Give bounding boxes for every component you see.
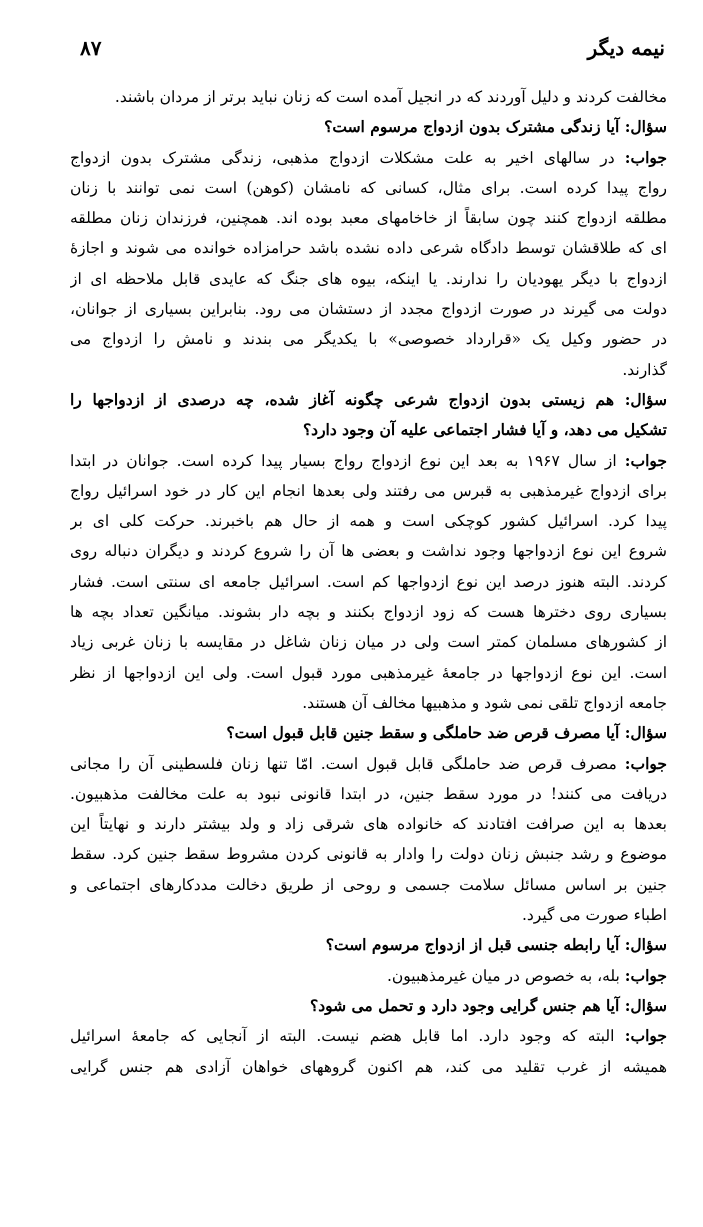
page-body bbox=[70, 82, 667, 1082]
text-line bbox=[70, 779, 667, 809]
text-line bbox=[70, 294, 667, 324]
line-text: مخالفت کردند و دلیل آوردند که در انجیل آمده است که زنان نباید برتر از مردان باشند. bbox=[114, 88, 667, 106]
text-line bbox=[70, 446, 667, 476]
line-text: اطباء صورت می گیرد. bbox=[521, 906, 667, 925]
text-line bbox=[70, 961, 667, 991]
text-line bbox=[70, 324, 667, 354]
line-text: آیا زندگی مشترک بدون ازدواج مرسوم است؟ bbox=[324, 117, 625, 137]
line-text: پیدا کرد. اسرائیل کشور کوچکی است و همه از حال هم باخبرند. حرکت کلی ای بر bbox=[70, 512, 667, 531]
text-line bbox=[70, 991, 667, 1021]
text-line bbox=[70, 749, 667, 779]
line-text: بعدها به این صرافت افتادند که خانواده های شرقی زاد و ولد بیشتر دارند و نهایتاً این bbox=[70, 815, 667, 834]
question-label: سؤال: bbox=[624, 995, 667, 1015]
line-text: ای که طلاقشان توسط دادگاه شرعی داده نشده باشد حرامزاده خوانده می شوند و اجازهٔ bbox=[70, 239, 667, 258]
text-line bbox=[70, 658, 667, 688]
text-line bbox=[70, 112, 667, 142]
text-line bbox=[70, 718, 667, 748]
line-text: از کشورهای مسلمان کمتر است ولی در میان زنان شاغل در مقایسه با زنان غربی زیاد bbox=[70, 633, 667, 652]
line-text: برای ازدواج غیرمذهبی به قبرس می رفتند ولی بعدها انجام این کار در خود اسرائیل رواج bbox=[70, 481, 667, 500]
question-label: سؤال: bbox=[624, 723, 667, 743]
text-line bbox=[70, 203, 667, 233]
line-text: بله، به خصوص در میان غیرمذهبیون. bbox=[386, 966, 625, 985]
text-line bbox=[70, 900, 667, 930]
answer-label: جواب: bbox=[624, 1026, 667, 1046]
line-text: دولت می گیرند در صورت ازدواج مجدد از دستشان می رود. بنابراین بسیاری از جوانان، bbox=[70, 300, 667, 319]
answer-label: جواب: bbox=[624, 450, 667, 470]
text-line bbox=[70, 476, 667, 506]
text-line bbox=[70, 839, 667, 869]
line-text: آیا رابطه جنسی قبل از ازدواج مرسوم است؟ bbox=[325, 935, 625, 955]
text-line bbox=[70, 415, 667, 445]
line-text: رواج پیدا کرده است. برای مثال، کسانی که نامشان (کوهن) است نمی توانند با زنان bbox=[70, 178, 667, 197]
answer-label: جواب: bbox=[624, 753, 667, 773]
text-line bbox=[70, 627, 667, 657]
line-text: مصرف قرص ضد حاملگی قابل قبول است. امّا تنها زنان فلسطینی آن را مجانی bbox=[70, 754, 625, 773]
line-text: از سال ۱۹۶۷ به بعد این نوع ازدواج رواج بسیار پیدا کرده است. جوانان در ابتدا bbox=[70, 451, 625, 470]
text-line bbox=[70, 567, 667, 597]
text-line bbox=[70, 506, 667, 536]
line-text: است. این نوع ازدواجها در جامعهٔ غیرمذهبی مورد قبول است. ولی این ازدواجها از نظر bbox=[70, 663, 667, 682]
text-line bbox=[70, 173, 667, 203]
text-line bbox=[70, 930, 667, 960]
line-text: هم زیستی بدون ازدواج شرعی چگونه آغاز شده، چه درصدی از ازدواجها را bbox=[70, 389, 625, 409]
line-text: تشکیل می دهد، و آیا فشار اجتماعی علیه آن وجود دارد؟ bbox=[302, 420, 667, 440]
line-text: ازدواج با دیگر یهودیان را ندارند. یا اینکه، بیوه های جنگ که عایدی قابل ملاحظه ای از bbox=[70, 269, 667, 288]
text-line bbox=[70, 82, 667, 112]
line-text: کردند. البته هنوز درصد این نوع ازدواجها کم است. اسرائیل جامعه ای سنتی است. فشار bbox=[70, 572, 667, 591]
text-line bbox=[70, 870, 667, 900]
text-line bbox=[70, 597, 667, 627]
question-label: سؤال: bbox=[624, 935, 667, 955]
text-line bbox=[70, 1052, 667, 1082]
line-text: آیا هم جنس گرایی وجود دارد و تحمل می شود؟ bbox=[309, 995, 625, 1015]
text-line bbox=[70, 1021, 667, 1051]
question-label: سؤال: bbox=[624, 389, 667, 409]
page-header bbox=[80, 36, 665, 66]
page-number: ۸۷ bbox=[80, 36, 102, 60]
text-line bbox=[70, 536, 667, 566]
line-text: جامعه ازدواج تلقی نمی شود و مذهبیها مخالف آن هستند. bbox=[302, 693, 667, 712]
answer-label: جواب: bbox=[624, 147, 667, 167]
text-line bbox=[70, 385, 667, 415]
line-text: آیا مصرف قرص ضد حاملگی و سقط جنین قابل قبول است؟ bbox=[226, 723, 625, 743]
line-text: جنین بر اساس مسائل سلامت جسمی و روحی از طریق دخالت مددکارهای اجتماعی و bbox=[70, 875, 667, 894]
line-text: البته که وجود دارد. اما قابل هضم نیست. البته از آنجایی که جامعهٔ اسرائیل bbox=[70, 1027, 625, 1046]
line-text: موضوع و رشد جنبش زنان دولت را وادار به قانونی کردن مشروط سقط جنین کرد. سقط bbox=[70, 845, 667, 864]
running-title: نیمه دیگر bbox=[587, 36, 665, 60]
line-text: شروع این نوع ازدواجها وجود نداشت و بعضی ها آن را شروع کردند و دیگران دنباله روی bbox=[70, 542, 667, 561]
question-label: سؤال: bbox=[624, 117, 667, 137]
line-text: دریافت می کنند! در مورد سقط جنین، در ابتدا قانونی نبود به علت مخالفت مذهبیون. bbox=[70, 784, 667, 803]
line-text: در سالهای اخیر به علت مشکلات ازدواج مذهبی، زندگی مشترک بدون ازدواج bbox=[70, 148, 625, 167]
line-text: بسیاری روی دخترها هست که زود ازدواج بکنند و بچه دار بشوند. میانگین تعداد بچه ها bbox=[70, 603, 667, 622]
text-line bbox=[70, 233, 667, 263]
text-line bbox=[70, 355, 667, 385]
text-line bbox=[70, 809, 667, 839]
text-line bbox=[70, 688, 667, 718]
line-text: مطلقه ازدواج کنند چون سابقاً از خاخامهای معبد بوده اند. همچنین، فرزندان زنان مطلقه bbox=[70, 209, 667, 228]
line-text: همیشه از غرب تقلید می کند، هم اکنون گروههای خواهان آزادی هم جنس گرایی bbox=[70, 1057, 667, 1076]
text-line bbox=[70, 264, 667, 294]
line-text: گذارند. bbox=[622, 360, 667, 379]
text-line bbox=[70, 143, 667, 173]
answer-label: جواب: bbox=[624, 965, 667, 985]
line-text: در حضور وکیل یک «قرارداد خصوصی» با یکدیگر می بندند و نامش را ازدواج می bbox=[70, 330, 667, 349]
